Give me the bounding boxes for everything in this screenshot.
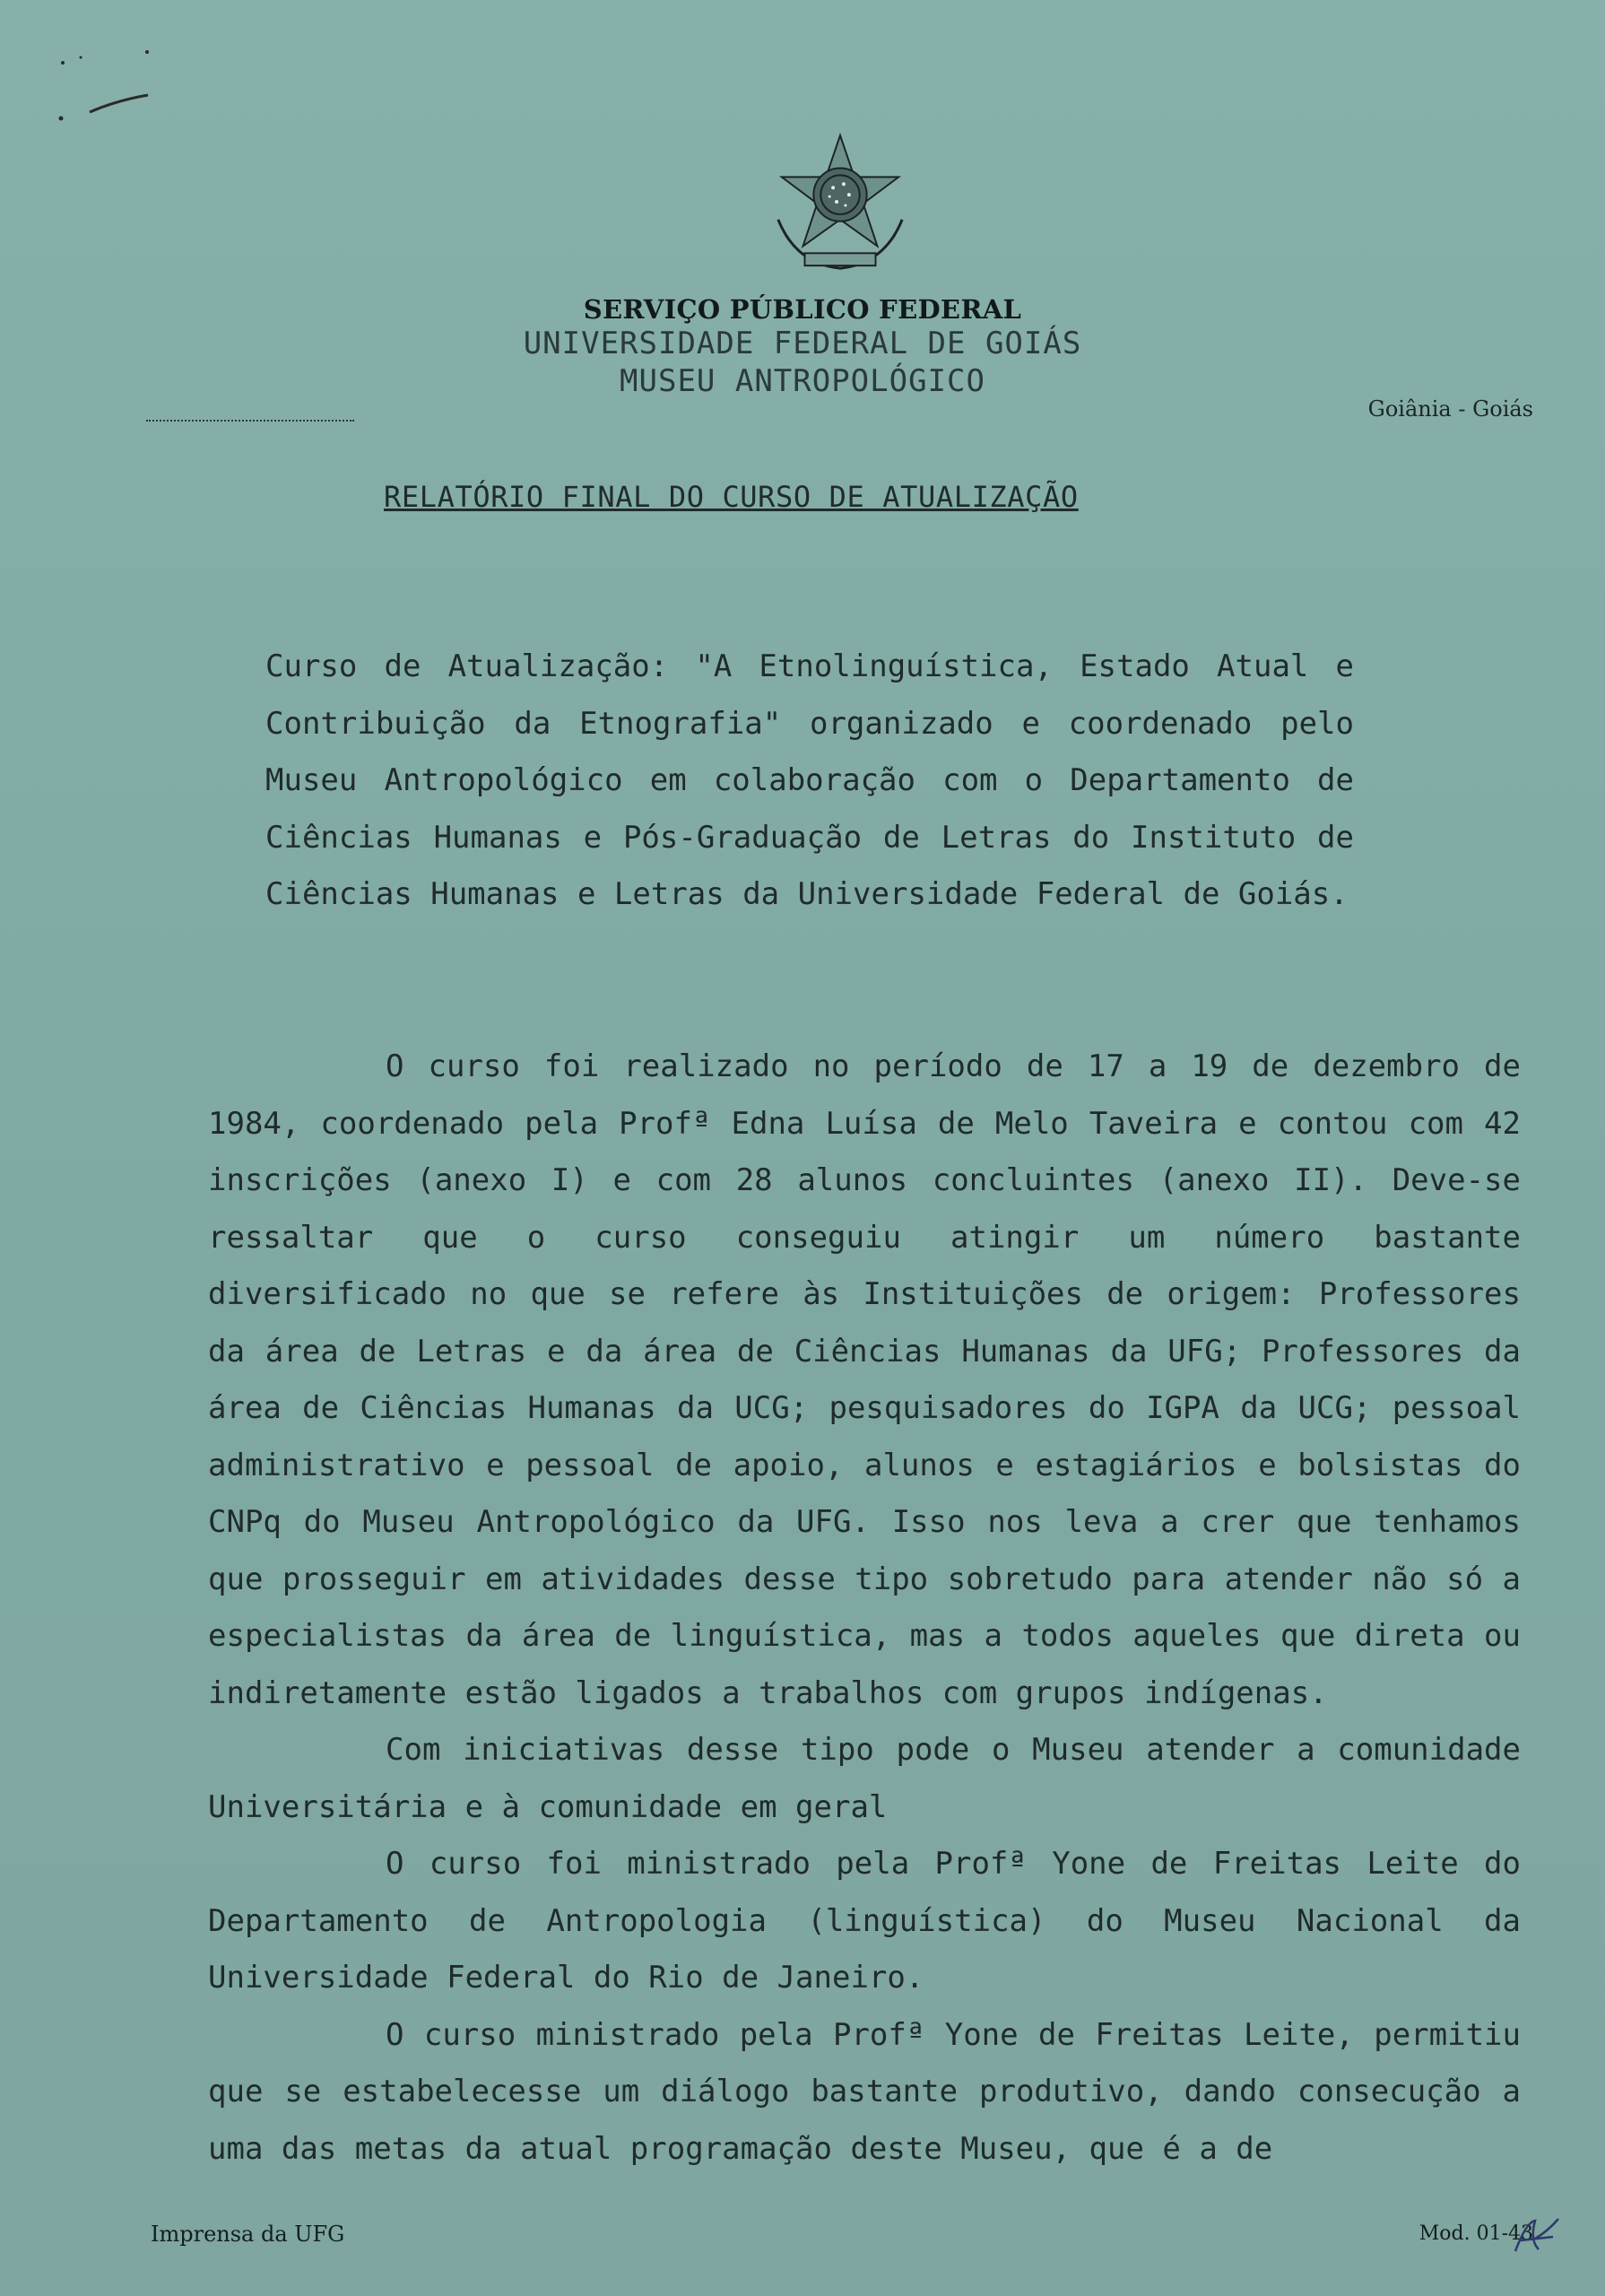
report-body xyxy=(208,1039,1521,2178)
form-number: Mod. 01-43 xyxy=(1418,2222,1533,2245)
service-heading: SERVIÇO PÚBLICO FEDERAL xyxy=(583,294,1022,325)
coat-of-arms-emblem xyxy=(769,130,911,278)
dotted-rule xyxy=(146,420,354,422)
handwritten-initials xyxy=(1508,2213,1562,2258)
place-label: Goiânia - Goiás xyxy=(1367,396,1533,422)
paragraph-initiatives: Com iniciativas desse tipo pode o Museu atender a comunidade Universitária e à comunidade em geral xyxy=(208,1732,1521,1825)
printer-credit: Imprensa da UFG xyxy=(151,2222,345,2247)
document-title: RELATÓRIO FINAL DO CURSO DE ATUALIZAÇÃO xyxy=(384,480,1079,514)
museum-heading: MUSEU ANTROPOLÓGICO xyxy=(620,363,985,399)
paragraph-course-period: O curso foi realizado no período de 17 a 19 de dezembro de 1984, coordenado pela Profª Edna Luísa de Melo Taveira e contou com 42 inscrições (anexo I) e com 28 alunos concluintes (anexo II). Deve-se ressaltar que o curso conseguiu atingir um número bastante diversificado no que se refere às Instituições de origem: Professores da área de Letras e da área de Ciências Humanas da UFG; Professores da área de Ciências Humanas da UCG; pesquisadores do IGPA da UCG; pessoal administrativo e pessoal de apoio, alunos e estagiários e bolsistas do CNPq do Museu Antropológico da UFG. Isso nos leva a crer que tenhamos que prosseguir em atividades desse tipo sobretudo para atender não só a especialistas da área de linguística, mas a todos aqueles que direta ou indiretamente estão ligados a trabalhos com grupos indígenas. xyxy=(208,1048,1521,1711)
paragraph-dialogue: O curso ministrado pela Profª Yone de Freitas Leite, permitiu que se estabelecesse um diálogo bastante produtivo, dando consecução a uma das metas da atual programação deste Museu, que é a de xyxy=(208,2016,1521,2167)
stray-ink-marks xyxy=(36,36,161,135)
intro-paragraph: Curso de Atualização: "A Etnolinguística, Estado Atual e Contribuição da Etnografia" organizado e coordenado pelo Museu Antropológico em colaboração com o Departamento de Ciências Humanas e Pós-Graduação de Letras do Instituto de Ciências Humanas e Letras da Universidade Federal de Goiás. xyxy=(265,648,1354,912)
paragraph-instructor: O curso foi ministrado pela Profª Yone de Freitas Leite do Departamento de Antropologia (linguística) do Museu Nacional da Universidade Federal do Rio de Janeiro. xyxy=(208,1846,1521,1996)
university-heading: UNIVERSIDADE FEDERAL DE GOIÁS xyxy=(523,326,1082,361)
